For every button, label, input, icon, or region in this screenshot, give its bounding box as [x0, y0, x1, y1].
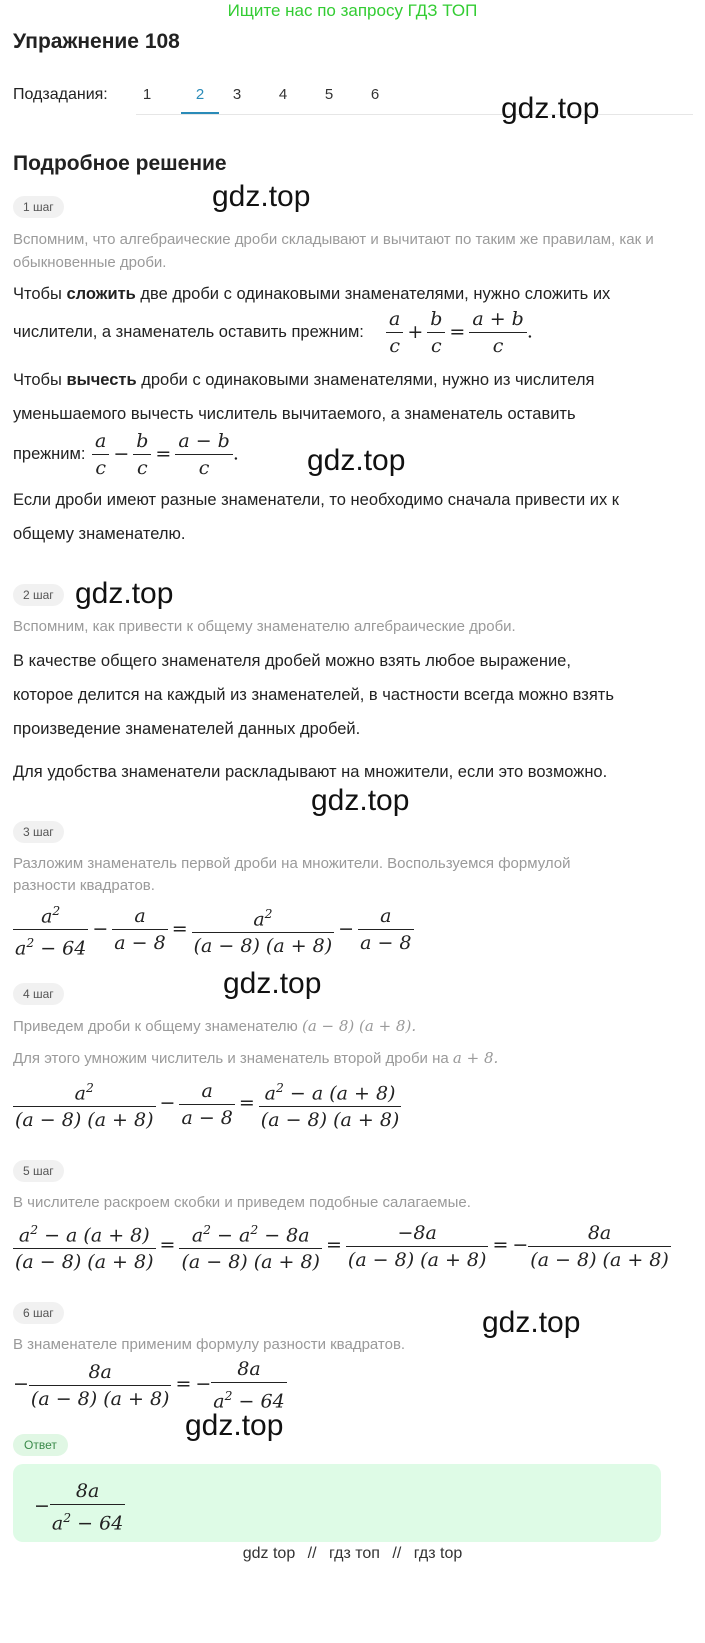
footer-link[interactable]: гдз топ: [329, 1545, 380, 1562]
footer-separator: //: [307, 1545, 317, 1562]
step-badge: 6 шаг: [13, 1302, 64, 1324]
emphasis: вычесть: [66, 371, 137, 389]
subtask-tab-5[interactable]: 5: [324, 86, 334, 103]
active-tab-indicator: [181, 112, 219, 114]
step-text: Чтобы сложить две дроби с одинаковыми знаменателями, нужно сложить их: [13, 285, 611, 303]
subtasks-label: Подзадания:: [13, 86, 108, 103]
watermark: gdz.top: [185, 1409, 284, 1442]
step-badge: 5 шаг: [13, 1160, 64, 1182]
subtask-tab-2[interactable]: 2: [195, 86, 205, 103]
watermark: gdz.top: [75, 577, 174, 610]
step-text: Если дроби имеют разные знаменатели, то необходимо сначала привести их к: [13, 491, 620, 509]
formula-addition: $\frac{a}{c}$ + $\frac{b}{c}$ = $\frac{a + b}{c}$ .: [386, 306, 533, 359]
step-badge: 3 шаг: [13, 821, 64, 843]
step-note: Для этого умножим числитель и знаменатель второй дроби на a + 8.: [13, 1049, 499, 1067]
solution-heading: Подробное решение: [13, 152, 227, 175]
step-note: Разложим знаменатель первой дроби на множители. Воспользуемся формулой: [13, 855, 571, 872]
page-title: Упражнение 108: [13, 30, 180, 53]
watermark: gdz.top: [311, 784, 410, 817]
step-note: Вспомним, что алгебраические дроби складывают и вычитают по таким же правилам, как и обыкновенные дроби.: [13, 231, 654, 271]
answer-badge: Ответ: [13, 1434, 68, 1456]
footer-link[interactable]: гдз top: [413, 1545, 463, 1562]
subtask-tab-1[interactable]: 1: [142, 86, 152, 103]
step-note: В числителе раскроем скобки и приведем подобные салагаемые.: [13, 1194, 471, 1211]
footer-link[interactable]: gdz top: [242, 1545, 296, 1562]
step-text: произведение знаменателей данных дробей.: [13, 720, 361, 738]
subtask-tab-3[interactable]: 3: [232, 86, 242, 103]
subtask-tab-6[interactable]: 6: [370, 86, 380, 103]
footer-links: [0, 1545, 705, 1563]
subtask-tab-4[interactable]: 4: [278, 86, 288, 103]
step-text: Чтобы вычесть дроби с одинаковыми знаменателями, нужно из числителя: [13, 371, 595, 389]
formula-step4: $\frac{a^2}{(a - 8) (a + 8)}$ − $\frac{a}{a - 8}$ = $\frac{a^2 - a (a + 8)}{(a - 8) (a + 8)}$: [13, 1075, 401, 1133]
watermark: gdz.top: [223, 967, 322, 1000]
step-text: уменьшаемого вычесть числитель вычитаемого, а знаменатель оставить: [13, 405, 576, 423]
step-text: В качестве общего знаменателя дробей можно взять любое выражение,: [13, 652, 571, 670]
step-text: числители, а знаменатель оставить прежним:: [13, 323, 364, 341]
step-note: В знаменателе применим формулу разности квадратов.: [13, 1336, 406, 1353]
formula-subtraction: $\frac{a}{c}$ − $\frac{b}{c}$ = $\frac{a - b}{c}$ .: [92, 428, 239, 481]
step-text: общему знаменателю.: [13, 525, 186, 543]
step-text: прежним:: [13, 445, 86, 463]
step-badge: 1 шаг: [13, 196, 64, 218]
emphasis: сложить: [66, 285, 136, 303]
step-badge: 4 шаг: [13, 983, 64, 1005]
formula-step5: $\frac{a^2 - a (a + 8)}{(a - 8) (a + 8)}$ = $\frac{a^2 - a^2 - 8a}{(a - 8) (a + 8)}$ = $\frac{-8a}{(a - 8) (a + 8)}$ = − $\frac{8a}{(a - 8) (a + 8)}$: [13, 1217, 671, 1275]
watermark: gdz.top: [482, 1306, 581, 1339]
formula-step6: − $\frac{8a}{(a - 8) (a + 8)}$ = − $\frac{8a}{a^2 - 64}$: [13, 1358, 285, 1413]
promo-banner[interactable]: Ищите нас по запросу ГДЗ ТОП: [227, 1, 478, 20]
step-text: Для удобства знаменатели раскладывают на множители, если это возможно.: [13, 763, 608, 781]
formula-step3: $\frac{a^2}{a^2 - 64}$ − $\frac{a}{a - 8}$ = $\frac{a^2}{(a - 8) (a + 8)}$ − $\frac{a}{a - 8}$: [13, 898, 414, 962]
step-text: которое делится на каждый из знаменателей, в частности всегда можно взять: [13, 686, 614, 704]
footer-separator: //: [392, 1545, 402, 1562]
subtasks-divider: [136, 114, 693, 115]
step-note: разности квадратов.: [13, 877, 155, 894]
watermark: gdz.top: [307, 444, 406, 477]
step-note: Вспомним, как привести к общему знаменателю алгебраические дроби.: [13, 618, 516, 635]
watermark: gdz.top: [212, 180, 311, 213]
step-note: Приведем дроби к общему знаменателю (a − 8) (a + 8).: [13, 1017, 417, 1035]
watermark: gdz.top: [501, 92, 600, 125]
answer-formula: − $\frac{8a}{a^2 - 64}$: [34, 1480, 124, 1535]
step-badge: 2 шаг: [13, 584, 64, 606]
